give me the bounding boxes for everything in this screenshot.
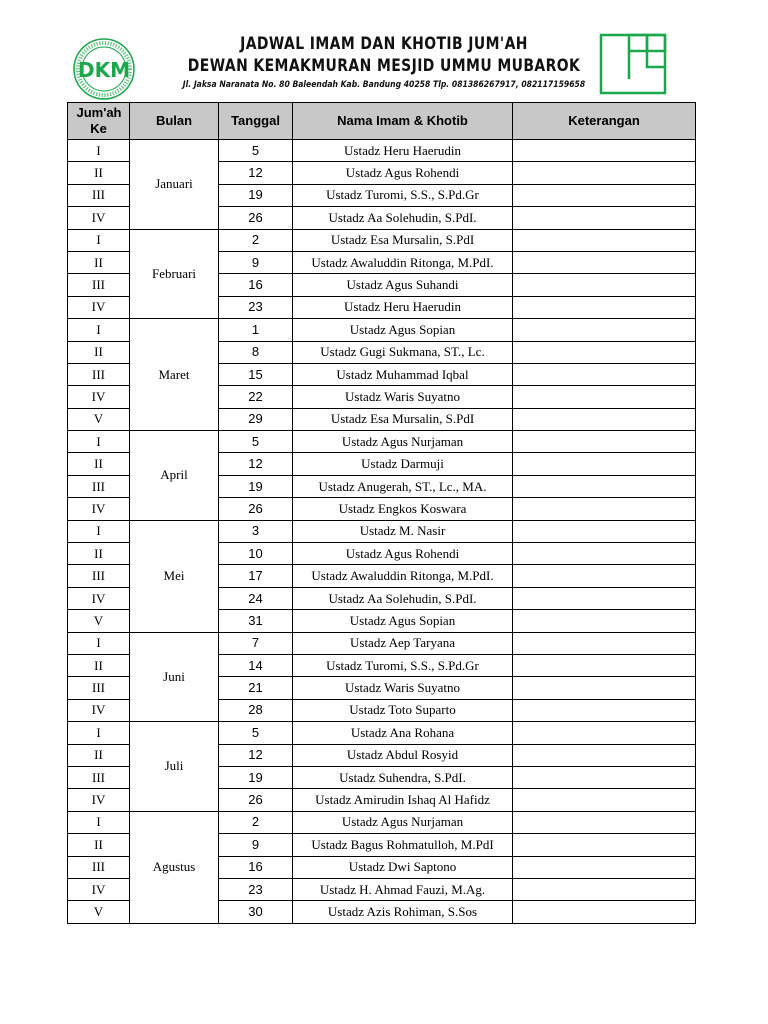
cell-jumah-ke: I [68, 140, 130, 162]
cell-jumah-ke: I [68, 319, 130, 341]
cell-tanggal: 12 [219, 453, 293, 475]
cell-keterangan [513, 296, 696, 318]
cell-month: Maret [130, 319, 219, 431]
cell-nama: Ustadz Aa Solehudin, S.PdI. [293, 207, 513, 229]
cell-tanggal: 22 [219, 386, 293, 408]
cell-month: Mei [130, 520, 219, 632]
cell-keterangan [513, 386, 696, 408]
cell-nama: Ustadz Aa Solehudin, S.PdI. [293, 587, 513, 609]
cell-jumah-ke: III [68, 565, 130, 587]
cell-tanggal: 12 [219, 744, 293, 766]
table-row [68, 431, 696, 453]
cell-tanggal: 2 [219, 811, 293, 833]
cell-nama: Ustadz H. Ahmad Fauzi, M.Ag. [293, 878, 513, 900]
cell-jumah-ke: II [68, 162, 130, 184]
cell-nama: Ustadz Turomi, S.S., S.Pd.Gr [293, 654, 513, 676]
cell-month: Februari [130, 229, 219, 319]
table-row [68, 632, 696, 654]
cell-nama: Ustadz Esa Mursalin, S.PdI [293, 408, 513, 430]
cell-tanggal: 21 [219, 677, 293, 699]
cell-jumah-ke: I [68, 811, 130, 833]
cell-jumah-ke: IV [68, 699, 130, 721]
cell-jumah-ke: IV [68, 587, 130, 609]
table-header-row [68, 103, 696, 140]
cell-keterangan [513, 654, 696, 676]
header-keterangan: Keterangan [513, 103, 696, 140]
cell-jumah-ke: IV [68, 386, 130, 408]
header-bulan: Bulan [130, 103, 219, 140]
cell-nama: Ustadz Darmuji [293, 453, 513, 475]
cell-nama: Ustadz Anugerah, ST., Lc., MA. [293, 475, 513, 497]
cell-tanggal: 9 [219, 251, 293, 273]
cell-keterangan [513, 834, 696, 856]
cell-nama: Ustadz Amirudin Ishaq Al Hafidz [293, 789, 513, 811]
cell-jumah-ke: I [68, 431, 130, 453]
cell-keterangan [513, 520, 696, 542]
table-row [68, 229, 696, 251]
cell-tanggal: 31 [219, 610, 293, 632]
cell-keterangan [513, 162, 696, 184]
cell-keterangan [513, 677, 696, 699]
address-line: Jl. Jaksa Naranata No. 80 Baleendah Kab. Bandung 40258 Tlp. 081386267917, 082117159658 [182, 80, 586, 90]
cell-keterangan [513, 856, 696, 878]
cell-keterangan [513, 274, 696, 296]
cell-nama: Ustadz Bagus Rohmatulloh, M.PdI [293, 834, 513, 856]
cell-keterangan [513, 140, 696, 162]
cell-jumah-ke: I [68, 520, 130, 542]
cell-nama: Ustadz Aep Taryana [293, 632, 513, 654]
cell-tanggal: 14 [219, 654, 293, 676]
cell-tanggal: 1 [219, 319, 293, 341]
cell-tanggal: 5 [219, 722, 293, 744]
cell-jumah-ke: III [68, 766, 130, 788]
cell-tanggal: 5 [219, 140, 293, 162]
cell-jumah-ke: IV [68, 296, 130, 318]
cell-tanggal: 16 [219, 274, 293, 296]
cell-tanggal: 23 [219, 296, 293, 318]
logo-lettering: DKM [77, 58, 131, 82]
cell-month: Juli [130, 722, 219, 812]
cell-keterangan [513, 498, 696, 520]
cell-tanggal: 12 [219, 162, 293, 184]
cell-keterangan [513, 408, 696, 430]
cell-tanggal: 19 [219, 184, 293, 206]
cell-tanggal: 26 [219, 498, 293, 520]
cell-jumah-ke: I [68, 722, 130, 744]
header-tanggal: Tanggal [219, 103, 293, 140]
cell-keterangan [513, 251, 696, 273]
cell-keterangan [513, 878, 696, 900]
cell-nama: Ustadz Toto Suparto [293, 699, 513, 721]
cell-keterangan [513, 207, 696, 229]
cell-tanggal: 24 [219, 587, 293, 609]
cell-keterangan [513, 319, 696, 341]
table-row [68, 520, 696, 542]
cell-jumah-ke: I [68, 632, 130, 654]
cell-jumah-ke: V [68, 901, 130, 923]
cell-jumah-ke: IV [68, 498, 130, 520]
cell-keterangan [513, 431, 696, 453]
cell-tanggal: 9 [219, 834, 293, 856]
cell-jumah-ke: II [68, 834, 130, 856]
cell-nama: Ustadz Dwi Saptono [293, 856, 513, 878]
cell-keterangan [513, 453, 696, 475]
cell-keterangan [513, 565, 696, 587]
cell-nama: Ustadz Ana Rohana [293, 722, 513, 744]
cell-jumah-ke: II [68, 341, 130, 363]
cell-jumah-ke: IV [68, 789, 130, 811]
cell-jumah-ke: II [68, 744, 130, 766]
cell-nama: Ustadz Azis Rohiman, S.Sos [293, 901, 513, 923]
cell-month: April [130, 431, 219, 521]
cell-tanggal: 8 [219, 341, 293, 363]
cell-nama: Ustadz Esa Mursalin, S.PdI [293, 229, 513, 251]
cell-jumah-ke: IV [68, 207, 130, 229]
cell-nama: Ustadz Heru Haerudin [293, 296, 513, 318]
table-row [68, 140, 696, 162]
cell-tanggal: 29 [219, 408, 293, 430]
cell-jumah-ke: V [68, 408, 130, 430]
cell-nama: Ustadz Agus Rohendi [293, 543, 513, 565]
square-logo-icon [599, 33, 669, 95]
table-row [68, 319, 696, 341]
cell-jumah-ke: II [68, 251, 130, 273]
title-line-2: DEWAN KEMAKMURAN MESJID UMMU MUBAROK [187, 56, 581, 76]
cell-tanggal: 16 [219, 856, 293, 878]
cell-month: Juni [130, 632, 219, 722]
cell-nama: Ustadz Agus Nurjaman [293, 811, 513, 833]
cell-tanggal: 2 [219, 229, 293, 251]
cell-jumah-ke: II [68, 453, 130, 475]
cell-keterangan [513, 632, 696, 654]
cell-nama: Ustadz Agus Rohendi [293, 162, 513, 184]
cell-keterangan [513, 901, 696, 923]
cell-tanggal: 15 [219, 363, 293, 385]
cell-month: Agustus [130, 811, 219, 923]
cell-nama: Ustadz Turomi, S.S., S.Pd.Gr [293, 184, 513, 206]
cell-jumah-ke: III [68, 856, 130, 878]
cell-tanggal: 10 [219, 543, 293, 565]
cell-keterangan [513, 766, 696, 788]
cell-tanggal: 19 [219, 766, 293, 788]
cell-jumah-ke: III [68, 475, 130, 497]
cell-tanggal: 30 [219, 901, 293, 923]
table-body [68, 140, 696, 924]
title-line-1: JADWAL IMAM DAN KHOTIB JUM'AH [240, 34, 528, 54]
cell-tanggal: 5 [219, 431, 293, 453]
cell-tanggal: 23 [219, 878, 293, 900]
cell-month: Januari [130, 140, 219, 230]
cell-jumah-ke: III [68, 274, 130, 296]
cell-keterangan [513, 543, 696, 565]
cell-nama: Ustadz Muhammad Iqbal [293, 363, 513, 385]
cell-keterangan [513, 229, 696, 251]
cell-nama: Ustadz Abdul Rosyid [293, 744, 513, 766]
header-nama: Nama Imam & Khotib [293, 103, 513, 140]
cell-keterangan [513, 811, 696, 833]
cell-keterangan [513, 722, 696, 744]
cell-nama: Ustadz Gugi Sukmana, ST., Lc. [293, 341, 513, 363]
cell-nama: Ustadz Awaluddin Ritonga, M.PdI. [293, 565, 513, 587]
cell-nama: Ustadz Awaluddin Ritonga, M.PdI. [293, 251, 513, 273]
cell-tanggal: 28 [219, 699, 293, 721]
cell-tanggal: 26 [219, 789, 293, 811]
cell-jumah-ke: V [68, 610, 130, 632]
cell-nama: Ustadz Agus Sopian [293, 319, 513, 341]
cell-nama: Ustadz Waris Suyatno [293, 677, 513, 699]
header-jumah: Jum'ah Ke [68, 103, 130, 140]
cell-tanggal: 7 [219, 632, 293, 654]
cell-nama: Ustadz Agus Suhandi [293, 274, 513, 296]
cell-jumah-ke: I [68, 229, 130, 251]
cell-jumah-ke: III [68, 677, 130, 699]
cell-tanggal: 26 [219, 207, 293, 229]
cell-nama: Ustadz Heru Haerudin [293, 140, 513, 162]
cell-keterangan [513, 699, 696, 721]
cell-nama: Ustadz Agus Sopian [293, 610, 513, 632]
cell-keterangan [513, 610, 696, 632]
schedule-table [67, 102, 696, 924]
cell-keterangan [513, 341, 696, 363]
cell-keterangan [513, 744, 696, 766]
cell-keterangan [513, 363, 696, 385]
cell-keterangan [513, 789, 696, 811]
cell-jumah-ke: III [68, 184, 130, 206]
cell-jumah-ke: IV [68, 878, 130, 900]
cell-keterangan [513, 475, 696, 497]
cell-nama: Ustadz Waris Suyatno [293, 386, 513, 408]
cell-jumah-ke: II [68, 654, 130, 676]
document-header [0, 0, 768, 98]
cell-jumah-ke: II [68, 543, 130, 565]
cell-keterangan [513, 184, 696, 206]
cell-nama: Ustadz Suhendra, S.PdI. [293, 766, 513, 788]
cell-jumah-ke: III [68, 363, 130, 385]
cell-tanggal: 19 [219, 475, 293, 497]
cell-nama: Ustadz M. Nasir [293, 520, 513, 542]
table-row [68, 722, 696, 744]
cell-nama: Ustadz Engkos Koswara [293, 498, 513, 520]
cell-nama: Ustadz Agus Nurjaman [293, 431, 513, 453]
cell-tanggal: 17 [219, 565, 293, 587]
table-row [68, 811, 696, 833]
cell-tanggal: 3 [219, 520, 293, 542]
cell-keterangan [513, 587, 696, 609]
